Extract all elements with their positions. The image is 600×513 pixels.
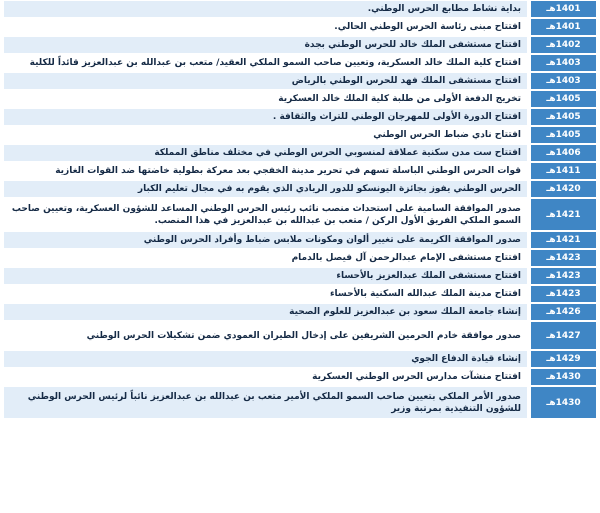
year-badge: 1401هـ (531, 1, 596, 17)
timeline-row (0, 145, 600, 161)
year-badge: 1420هـ (531, 181, 596, 197)
timeline-row (0, 351, 600, 367)
year-badge: 1423هـ (531, 268, 596, 284)
year-badge: 1403هـ (531, 73, 596, 89)
timeline-row (0, 19, 600, 35)
timeline-row (0, 250, 600, 266)
year-badge: 1430هـ (531, 387, 596, 418)
year-badge: 1406هـ (531, 145, 596, 161)
event-text: صدور الموافقة السامية على استحداث منصب نائب رئيس الحرس الوطني المساعد للشؤون العسكرية، وتعيين صاحب السمو الملكي الفريق الأول الركن / متعب بن عبدالله بن عبدالعزيز في هذا المنصب. (4, 199, 527, 230)
event-text: افتتاح مبنى رئاسة الحرس الوطني الحالي. (4, 19, 527, 35)
event-text: الحرس الوطني يفوز بجائزة اليونسكو للدور الريادي الذي يقوم به في مجال تعليم الكبار (4, 181, 527, 197)
year-badge: 1421هـ (531, 232, 596, 248)
timeline-row (0, 1, 600, 17)
year-badge: 1402هـ (531, 37, 596, 53)
timeline-row (0, 73, 600, 89)
timeline-row (0, 127, 600, 143)
timeline-row (0, 37, 600, 53)
year-badge: 1405هـ (531, 109, 596, 125)
event-text: بداية نشاط مطابع الحرس الوطني. (4, 1, 527, 17)
timeline-row (0, 387, 600, 418)
timeline-row (0, 232, 600, 248)
year-badge: 1423هـ (531, 250, 596, 266)
timeline-row (0, 181, 600, 197)
year-badge: 1405هـ (531, 127, 596, 143)
event-text: افتتاح مدينة الملك عبدالله السكنية بالأحساء (4, 286, 527, 302)
event-text: إنشاء جامعة الملك سعود بن عبدالعزيز للعلوم الصحية (4, 304, 527, 320)
event-text: افتتاح مستشفى الملك خالد للحرس الوطني بجدة (4, 37, 527, 53)
event-text: قوات الحرس الوطني الباسلة تسهم في تحرير مدينة الخفجي بعد معركة بطولية خاضتها ضد القوات الغازية (4, 163, 527, 179)
timeline-row (0, 268, 600, 284)
year-badge: 1426هـ (531, 304, 596, 320)
event-text: افتتاح ست مدن سكنية عملاقة لمنسوبي الحرس الوطني في مختلف مناطق المملكة (4, 145, 527, 161)
timeline-row (0, 369, 600, 385)
timeline-row (0, 55, 600, 71)
timeline-row (0, 286, 600, 302)
event-text: صدور الأمر الملكي بتعيين صاحب السمو الملكي الأمير متعب بن عبدالله بن عبدالعزيز نائباً لرئيس الحرس الوطني للشؤون التنفيذية بمرتبة وزير (4, 387, 527, 418)
event-text: افتتاح مستشفى الإمام عبدالرحمن آل فيصل بالدمام (4, 250, 527, 266)
event-text: إنشاء قيادة الدفاع الجوي (4, 351, 527, 367)
year-badge: 1429هـ (531, 351, 596, 367)
timeline-row (0, 91, 600, 107)
year-badge: 1421هـ (531, 199, 596, 230)
timeline-row (0, 322, 600, 349)
event-text: افتتاح مستشفى الملك فهد للحرس الوطني بالرياض (4, 73, 527, 89)
year-badge: 1423هـ (531, 286, 596, 302)
event-text: صدور الموافقة الكريمة على تغيير ألوان ومكونات ملابس ضباط وأفراد الحرس الوطني (4, 232, 527, 248)
year-badge: 1430هـ (531, 369, 596, 385)
timeline-row (0, 304, 600, 320)
year-badge: 1405هـ (531, 91, 596, 107)
event-text: افتتاح كلية الملك خالد العسكرية، وتعيين صاحب السمو الملكي العقيد/ متعب بن عبدالله بن عبدالعزيز قائداً للكلية (4, 55, 527, 71)
year-badge: 1403هـ (531, 55, 596, 71)
event-text: افتتاح منشآت مدارس الحرس الوطني العسكرية (4, 369, 527, 385)
event-text: افتتاح الدورة الأولى للمهرجان الوطني للتراث والثقافة . (4, 109, 527, 125)
timeline-row (0, 199, 600, 230)
event-text: افتتاح مستشفى الملك عبدالعزيز بالأحساء (4, 268, 527, 284)
year-badge: 1427هـ (531, 322, 596, 349)
event-text: افتتاح نادي ضباط الحرس الوطني (4, 127, 527, 143)
year-badge: 1401هـ (531, 19, 596, 35)
timeline-row (0, 109, 600, 125)
event-text: تخريج الدفعة الأولى من طلبة كلية الملك خالد العسكرية (4, 91, 527, 107)
event-text: صدور موافقة خادم الحرمين الشريفين على إدخال الطيران العمودي ضمن تشكيلات الحرس الوطني (4, 322, 527, 349)
timeline-row (0, 163, 600, 179)
year-badge: 1411هـ (531, 163, 596, 179)
